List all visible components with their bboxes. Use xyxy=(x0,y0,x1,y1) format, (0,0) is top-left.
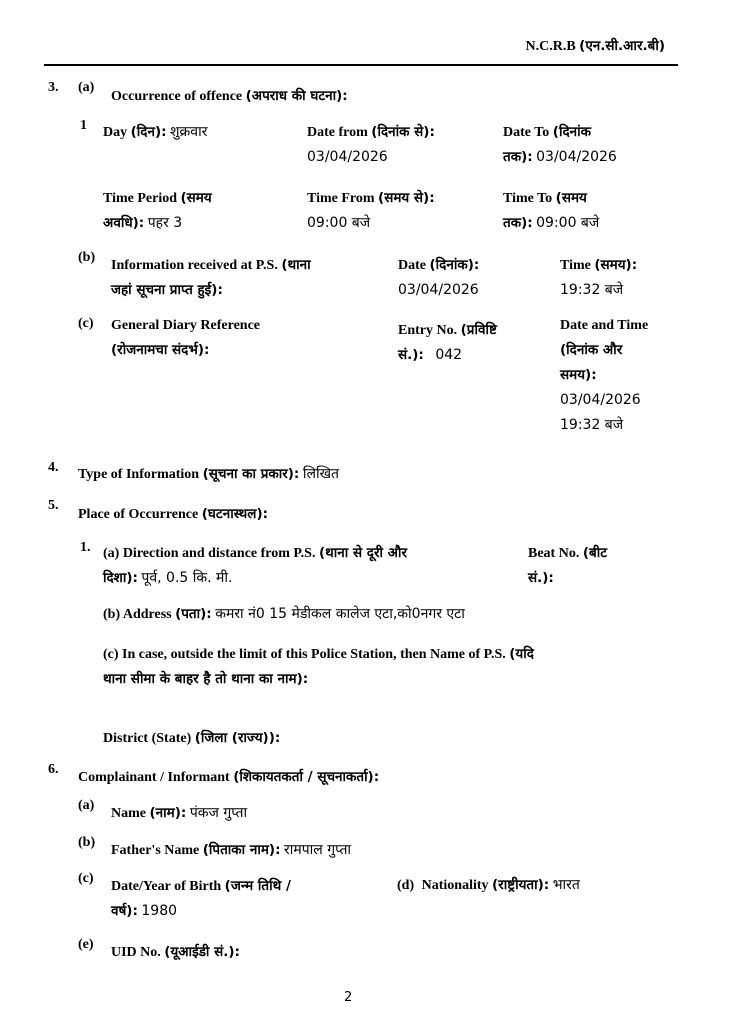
name-label-hi: (नाम): xyxy=(149,805,187,821)
district-label-hi: (जिला (राज्य)): xyxy=(194,730,281,746)
s6-number: 6. xyxy=(48,762,59,777)
s6-nationality xyxy=(397,873,687,898)
info-date-value: 03/04/2026 xyxy=(398,282,479,298)
beat-label-hi2: सं.): xyxy=(528,570,554,586)
outside-label-en: (c) In case, outside the limit of this Police Station, then Name of P.S. xyxy=(103,647,506,662)
s5-address xyxy=(103,602,683,627)
s5-place-of-occurrence xyxy=(78,502,268,527)
name-label-en: Name xyxy=(111,806,146,821)
s3-title-en: Occurrence of offence xyxy=(111,89,243,104)
s3-date-to xyxy=(503,120,678,170)
nationality-value: भारत xyxy=(552,877,580,893)
place-label-en: Place of Occurrence xyxy=(78,507,199,522)
time-to-label-hi1: (समय xyxy=(555,190,587,206)
date-time-time-value: 19:32 बजे xyxy=(560,417,624,433)
date-time-label-hi2: समय): xyxy=(560,367,597,383)
s3-info-received xyxy=(111,253,391,303)
s3-day xyxy=(103,120,298,145)
date-to-label-en: Date To xyxy=(503,125,550,140)
s5-district xyxy=(103,726,280,751)
entry-label-en: Entry No. xyxy=(398,323,458,338)
time-period-label-hi2: अवधि): xyxy=(103,215,145,231)
info-time-label-en: Time xyxy=(560,258,591,273)
s6-c-marker: (c) xyxy=(78,871,94,886)
time-to-label-en: Time To xyxy=(503,191,553,206)
address-value: कमरा नं0 15 मेडीकल कालेज एटा,को0नगर एटा xyxy=(215,606,465,622)
day-label-hi: (दिन): xyxy=(130,124,167,140)
dob-label-hi1: (जन्म तिथि / xyxy=(224,878,291,894)
outside-label-hi1: (यदि xyxy=(509,646,534,662)
dob-label-hi2: वर्ष): xyxy=(111,903,138,919)
time-to-label-hi2: तक): xyxy=(503,215,533,231)
complainant-label-hi: (शिकायतकर्ता / सूचनाकर्ता): xyxy=(233,769,380,785)
time-period-value: पहर 3 xyxy=(147,215,183,231)
s6-d-marker: (d) xyxy=(397,878,415,893)
info-received-label-hi2: जहां सूचना प्राप्त हुई): xyxy=(111,282,223,298)
beat-label-hi1: (बीट xyxy=(582,545,608,561)
date-from-label-hi: (दिनांक से): xyxy=(371,124,435,140)
date-from-value: 03/04/2026 xyxy=(307,149,388,165)
s6-uid xyxy=(111,940,240,965)
date-to-value: 03/04/2026 xyxy=(536,149,617,165)
header-ncrb-hi: (एन.सी.आर.बी) xyxy=(579,38,665,54)
dob-label-en: Date/Year of Birth xyxy=(111,879,222,894)
s6-father-name xyxy=(111,838,351,863)
time-from-label-hi: (समय से): xyxy=(378,190,435,206)
s4-type-of-info xyxy=(78,462,339,487)
nationality-label-hi: (राष्ट्रीयता): xyxy=(492,877,550,893)
s3-info-date xyxy=(398,253,548,303)
address-label-en: (b) Address xyxy=(103,607,172,622)
info-time-value: 19:32 बजे xyxy=(560,282,624,298)
s3-number: 3. xyxy=(48,80,59,95)
direction-label-en: (a) Direction and distance from P.S. xyxy=(103,546,316,561)
s5-row-number: 1. xyxy=(80,540,91,555)
father-value: रामपाल गुप्ता xyxy=(284,842,352,858)
s3-title xyxy=(111,86,348,105)
time-period-label-hi1: (समय xyxy=(180,190,212,206)
uid-label-hi: (यूआईडी सं.): xyxy=(164,944,240,960)
father-label-hi: (पिताका नाम): xyxy=(202,842,281,858)
type-info-label-hi: (सूचना का प्रकार): xyxy=(202,466,300,482)
district-label-en: District (State) xyxy=(103,731,192,746)
direction-label-hi2: दिशा): xyxy=(103,570,138,586)
s3-entry-no xyxy=(398,318,558,368)
uid-label-en: UID No. xyxy=(111,945,161,960)
time-from-value: 09:00 बजे xyxy=(307,215,371,231)
s4-number: 4. xyxy=(48,460,59,475)
gd-label-hi: (रोजनामचा संदर्भ): xyxy=(111,342,210,358)
info-date-label-hi: (दिनांक): xyxy=(429,257,480,273)
entry-value: 042 xyxy=(435,347,463,363)
s5-direction-distance xyxy=(103,541,523,591)
header-rule xyxy=(44,64,678,66)
s3-time-period xyxy=(103,186,298,236)
address-label-hi: (पता): xyxy=(175,606,212,622)
direction-value: पूर्व, 0.5 कि. मी. xyxy=(141,570,233,586)
s5-outside-ps xyxy=(103,642,688,692)
s3-b-marker: (b) xyxy=(78,250,96,265)
type-info-value: लिखित xyxy=(302,466,340,482)
s6-dob xyxy=(111,874,386,924)
s6-a-marker: (a) xyxy=(78,798,95,813)
s5-beat-no xyxy=(528,541,678,591)
outside-label-hi2: थाना सीमा के बाहर है तो थाना का नाम): xyxy=(103,671,309,687)
time-period-label-en: Time Period xyxy=(103,191,178,206)
dob-value: 1980 xyxy=(141,903,178,919)
s5-number: 5. xyxy=(48,498,59,513)
info-time-label-hi: (समय): xyxy=(594,257,638,273)
nationality-label-en: Nationality xyxy=(421,878,489,893)
s3-gd-reference xyxy=(111,314,391,363)
place-label-hi: (घटनास्थल): xyxy=(201,506,269,522)
info-date-label-en: Date xyxy=(398,258,426,273)
s3-time-from xyxy=(307,186,497,236)
s3-c-marker: (c) xyxy=(78,316,94,331)
s6-name xyxy=(111,801,247,826)
type-info-label-en: Type of Information xyxy=(78,467,200,482)
date-time-date-value: 03/04/2026 xyxy=(560,392,641,408)
s6-e-marker: (e) xyxy=(78,937,94,952)
s6-b-marker: (b) xyxy=(78,835,96,850)
s3-title-hi: (अपराध की घटना): xyxy=(245,88,348,104)
entry-label-hi1: (प्रविष्टि xyxy=(460,322,497,338)
complainant-label-en: Complainant / Informant xyxy=(78,770,230,785)
time-from-label-en: Time From xyxy=(307,191,375,206)
s3-time-to xyxy=(503,186,678,236)
father-label-en: Father's Name xyxy=(111,843,200,858)
date-from-label-en: Date from xyxy=(307,125,368,140)
direction-label-hi1: (थाना से दूरी और xyxy=(318,545,407,561)
day-value: शुक्रवार xyxy=(170,124,208,140)
page-number: 2 xyxy=(344,990,353,1005)
time-to-value: 09:00 बजे xyxy=(536,215,600,231)
header-ncrb-en: N.C.R.B xyxy=(525,39,576,54)
date-to-label-hi1: (दिनांक xyxy=(552,124,591,140)
day-label-en: Day xyxy=(103,125,128,140)
s3-row-number: 1 xyxy=(80,118,87,133)
date-to-label-hi2: तक): xyxy=(503,149,533,165)
s3-a-marker: (a) xyxy=(78,80,95,95)
info-received-label-hi1: (थाना xyxy=(281,257,311,273)
date-time-label-hi1: (दिनांक और xyxy=(560,342,623,358)
gd-label-en: General Diary Reference xyxy=(111,318,261,333)
s3-date-from xyxy=(307,120,497,170)
name-value: पंकज गुप्ता xyxy=(189,805,248,821)
s3-date-time xyxy=(560,314,690,438)
s6-complainant xyxy=(78,765,379,790)
s3-info-time xyxy=(560,253,680,303)
entry-label-hi2: सं.): xyxy=(398,347,424,363)
date-time-label-en: Date and Time xyxy=(560,318,649,333)
header-ncrb xyxy=(525,36,665,55)
beat-label-en: Beat No. xyxy=(528,546,580,561)
info-received-label-en: Information received at P.S. xyxy=(111,258,278,273)
